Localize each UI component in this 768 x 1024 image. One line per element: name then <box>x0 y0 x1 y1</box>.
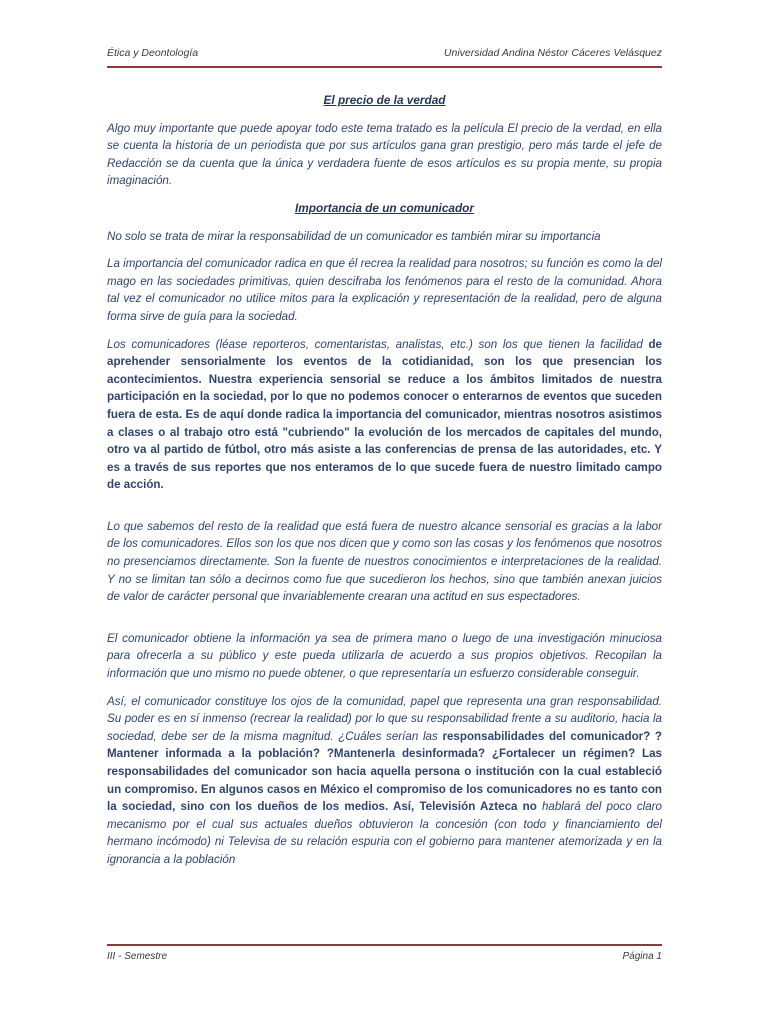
paragraph-comunicadores-bold: de aprehender sensorialmente los eventos de la cotidianidad, son los que presencian los acontecimientos. Nuestra experiencia sensorial se reduce a los ámbitos limitados de nuestra participación en la sociedad, por lo que no podemos conocer o enterarnos de eventos que suceden fuera de esta. Es de aquí donde radica la importancia del comunicador, mientras nosotros asistimos a clases o al trabajo otro está "cubriendo" la evolución de los mercados de capitales del mundo, otro va al partido de fútbol, otro más asiste a las conferencias de prensa de las autoridades, etc. Y es a través de sus reportes que nos enteramos de lo que sucede fuera de nuestro limitado campo de acción. <box>107 337 662 492</box>
paragraph-responsabilidad-italic-2: hablará del poco claro mecanismo por el cual sus actuales dueños obtuvieron la concesión (con todo y financiamiento del hermano incómodo) ni Televisa de su relación espuria con el gobierno para mantener atemorizada y en la ignorancia a la población <box>107 800 662 866</box>
footer-semester: III - Semestre <box>107 951 168 962</box>
paragraph-realidad: Lo que sabemos del resto de la realidad que está fuera de nuestro alcance sensorial es gracias a la labor de los comunicadores. Ellos son los que nos dicen que y como son las cosas y los fenómenos que nosotros no presenciamos directamente. Son la fuente de nuestros conocimientos e interpretaciones de la realidad. Y no se limitan tan sólo a decirnos como fue que sucedieron los hechos, sino que también anexan juicios de valor de carácter personal que invariablemente crearan una actitud en sus espectadores. <box>107 519 662 604</box>
page-footer <box>107 944 662 968</box>
paragraph-importancia: La importancia del comunicador radica en que él recrea la realidad para nosotros; su función es como la del mago en las sociedades primitivas, quien descifraba los fenómenos para el resto de la comunidad. Ahora tal vez el comunicador no utilice mitos para la explicación y representación de la realidad, pero de alguna forma sirve de guía para la sociedad. <box>107 257 662 323</box>
paragraph-precio: Algo muy importante que puede apoyar todo este tema tratado es la película El precio de la verdad, en ella se cuenta la historia de un periodista que por sus artículos gana gran prestigio, pero más tarde el jefe de Redacción se da cuenta que la única y verdadera fuente de esos artículos es su propia mente, su propia imaginación. <box>107 121 662 188</box>
header-course: Ética y Deontología <box>107 47 199 59</box>
paragraph-responsabilidad-bold: responsabilidades del comunicador? ?Mantener informada a la población? ?Mantenerla desinformada? ¿Fortalecer un régimen? Las responsabilidades del comunicador son hacia aquella persona o institución con la cual estableció un compromiso. En algunos casos en México el compromiso de los comunicadores no es tanto con la sociedad, sino con los dueños de los medios. Así, Televisión Azteca no <box>107 729 662 814</box>
header-university: Universidad Andina Néstor Cáceres Velásquez <box>443 47 662 59</box>
paragraph-informacion: El comunicador obtiene la información ya sea de primera mano o luego de una investigación minuciosa para ofrecerla a su público y este pueda utilizarla de acuerdo a sus propios objetivos. Recopilan la información que uno mismo no puede obtener, o que representaría un esfuerzo considerable conseguir. <box>107 631 662 681</box>
footer-page-number: Página 1 <box>622 951 662 962</box>
paragraph-responsabilidad <box>107 693 662 869</box>
page-header <box>107 44 662 68</box>
paragraph-comunicadores-italic: Los comunicadores (léase reporteros, comentaristas, analistas, etc.) son los que tienen la facilidad <box>107 337 643 351</box>
paragraph-intro: No solo se trata de mirar la responsabilidad de un comunicador es también mirar su importancia <box>107 229 601 243</box>
section-title-precio: El precio de la verdad <box>323 93 446 107</box>
section-title-importancia: Importancia de un comunicador <box>295 200 474 215</box>
paragraph-comunicadores <box>107 336 662 494</box>
document-body <box>107 92 662 879</box>
paragraph-responsabilidad-italic-1: Así, el comunicador constituye los ojos de la comunidad, papel que representa una gran responsabilidad. Su poder es en sí inmenso (recrear la realidad) por lo que su responsabilidad frente a su auditorio, hacia la sociedad, debe ser de la misma magnitud. ¿Cuáles serían las <box>107 694 662 743</box>
